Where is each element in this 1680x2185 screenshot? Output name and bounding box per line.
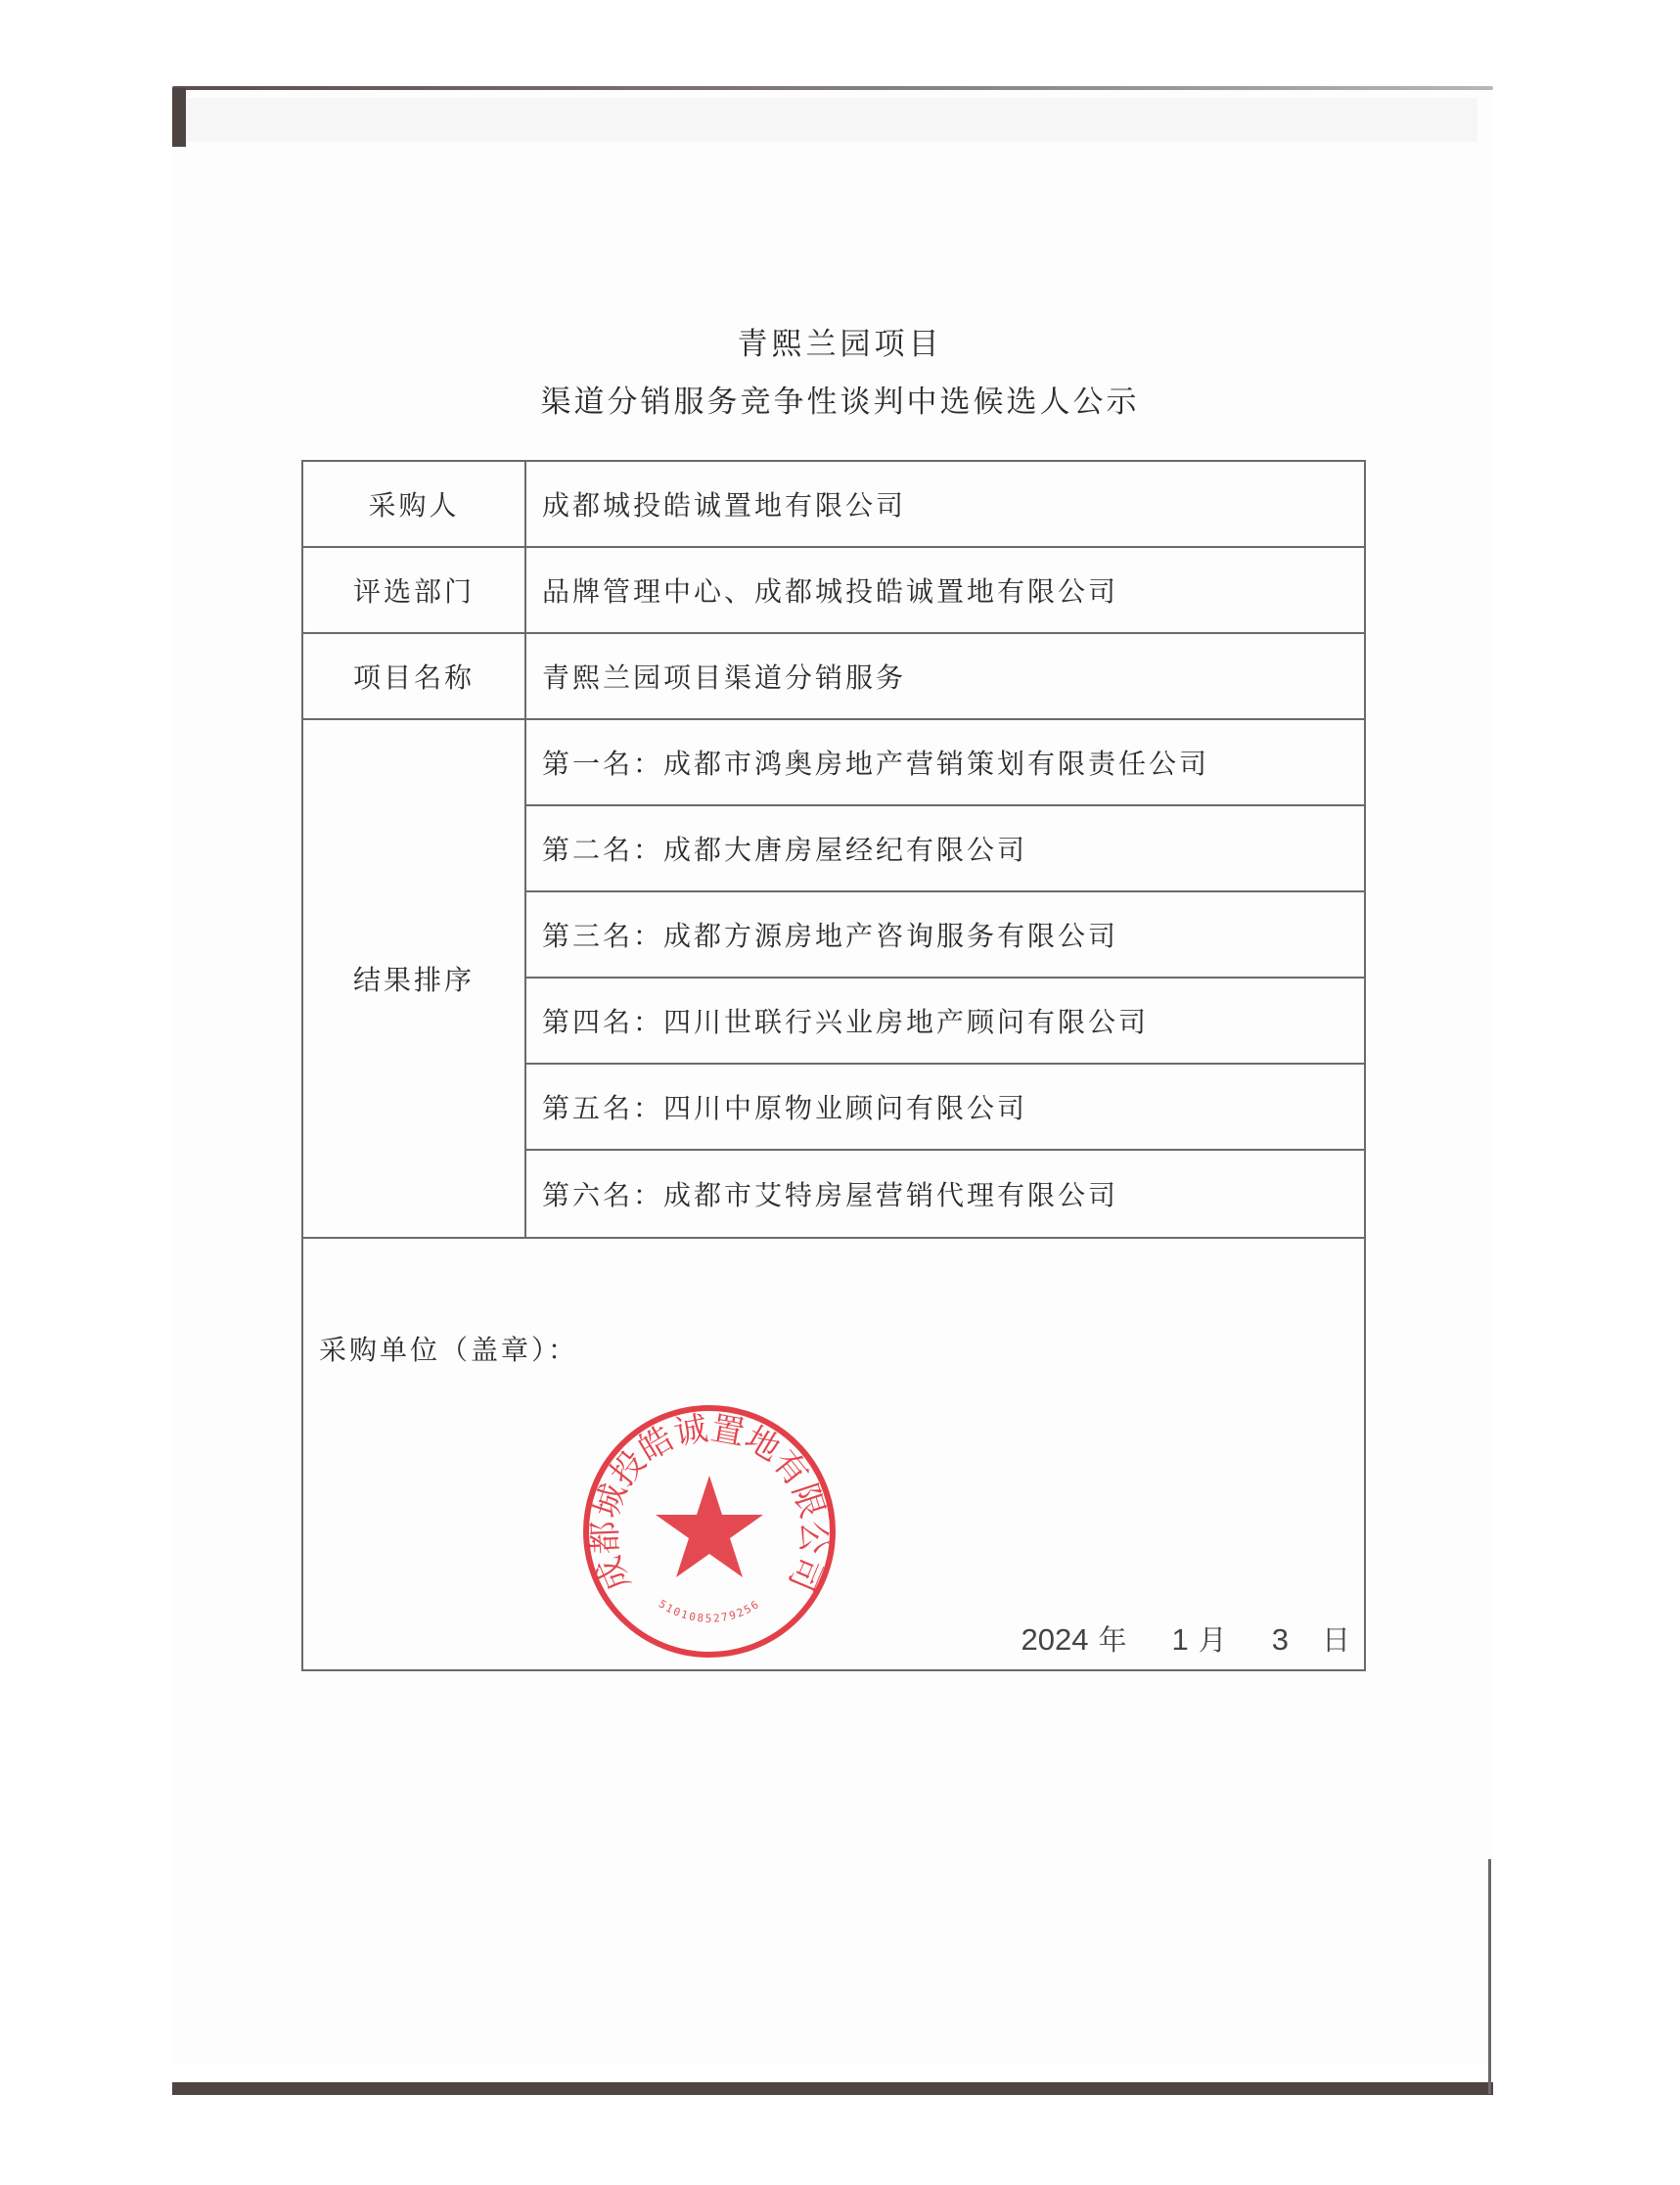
seal-serial: 5101085279256 bbox=[656, 1597, 763, 1625]
ranking-item: 第四名：四川世联行兴业房地产顾问有限公司 bbox=[526, 979, 1364, 1065]
signature-date bbox=[1021, 1618, 1350, 1659]
scan-edge-left bbox=[172, 88, 186, 147]
date-day-unit: 日 bbox=[1321, 1623, 1350, 1657]
row-label: 采购人 bbox=[303, 462, 526, 546]
row-label: 评选部门 bbox=[303, 548, 526, 632]
ranking-label: 结果排序 bbox=[303, 720, 526, 1237]
scan-shadow-band bbox=[186, 98, 1477, 142]
row-value: 青熙兰园项目渠道分销服务 bbox=[542, 661, 907, 694]
seal-label: 采购单位（盖章）： bbox=[319, 1334, 579, 1366]
date-year-unit: 年 bbox=[1098, 1623, 1127, 1657]
date-day: 3 bbox=[1271, 1622, 1289, 1657]
date-year: 2024 bbox=[1021, 1622, 1089, 1657]
table-row-ranking bbox=[303, 720, 1364, 1239]
scan-edge-top bbox=[172, 86, 1493, 90]
svg-text:5101085279256 bbox=[657, 1597, 763, 1624]
scan-edge-right bbox=[1488, 1859, 1491, 2094]
table-row-purchaser bbox=[303, 462, 1364, 548]
table-row-department bbox=[303, 548, 1364, 634]
row-label: 项目名称 bbox=[303, 634, 526, 718]
company-seal bbox=[577, 1399, 841, 1663]
ranking-item: 第六名：成都市艾特房屋营销代理有限公司 bbox=[542, 1179, 1119, 1211]
document-subtitle: 渠道分销服务竞争性谈判中选候选人公示 bbox=[540, 385, 1140, 420]
star-icon bbox=[656, 1476, 763, 1577]
seal-text: 成都城投皓诚置地有限公司 bbox=[585, 1408, 834, 1597]
ranking-list bbox=[526, 720, 1364, 1237]
ranking-item: 第一名：成都市鸿奥房地产营销策划有限责任公司 bbox=[526, 720, 1364, 806]
ranking-item: 第二名：成都大唐房屋经纪有限公司 bbox=[526, 806, 1364, 892]
document-title: 青熙兰园项目 bbox=[737, 327, 943, 362]
seal-icon bbox=[577, 1399, 841, 1663]
ranking-item: 第三名：成都方源房地产咨询服务有限公司 bbox=[526, 892, 1364, 979]
row-value: 品牌管理中心、成都城投皓诚置地有限公司 bbox=[542, 575, 1119, 608]
scan-edge-bottom bbox=[172, 2082, 1493, 2095]
table-row-project-name bbox=[303, 634, 1364, 720]
row-value: 成都城投皓诚置地有限公司 bbox=[542, 489, 907, 522]
ranking-item: 第五名：四川中原物业顾问有限公司 bbox=[526, 1065, 1364, 1151]
date-month: 1 bbox=[1171, 1622, 1189, 1657]
date-month-unit: 月 bbox=[1198, 1623, 1227, 1657]
